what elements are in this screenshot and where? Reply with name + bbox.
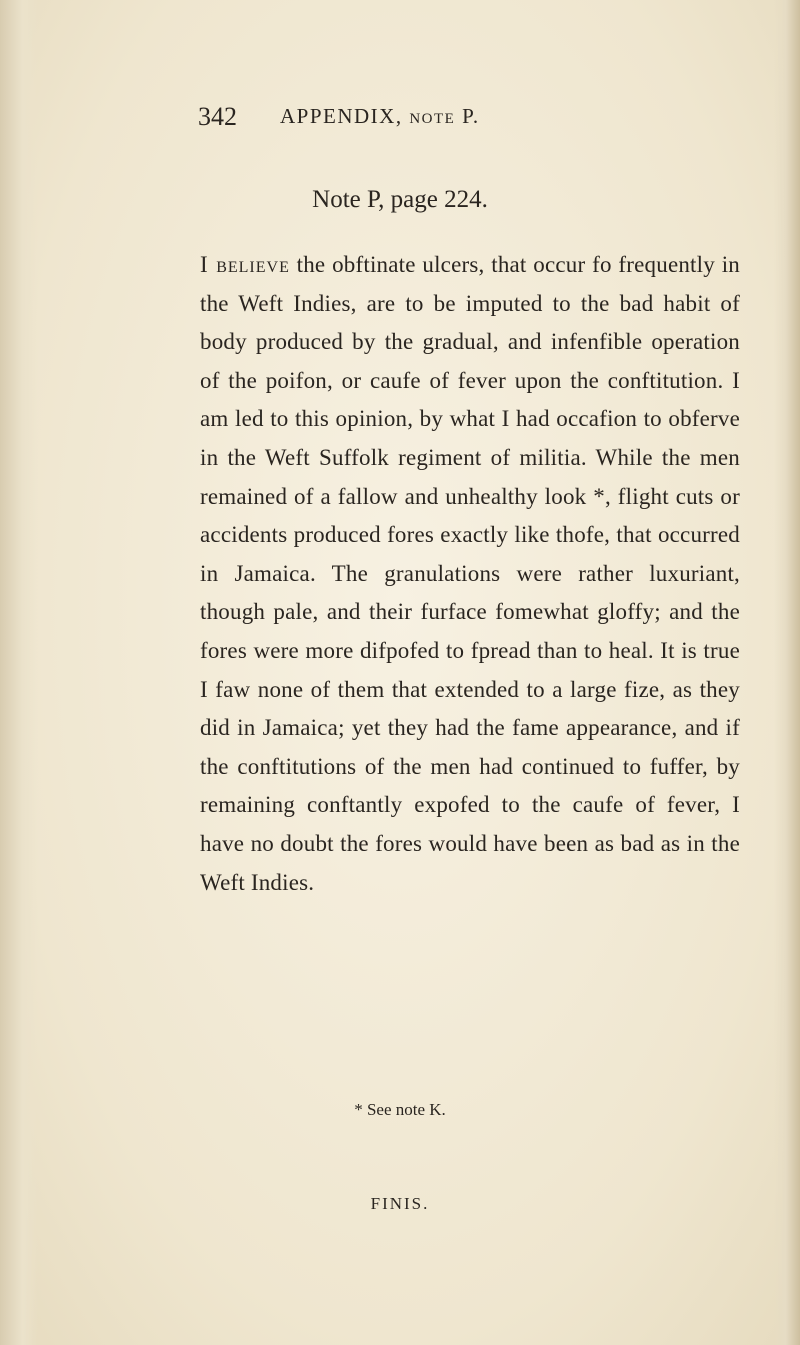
paragraph-opening: I believe <box>200 252 290 277</box>
running-head: APPENDIX, note P. <box>280 104 480 128</box>
paragraph-text: the obftinate ulcers, that occur fo frequently in the Weft Indies, are to be imputed to the bad habit of body produced by the gradual, and infenfible operation of the poifon, or caufe of fever upon the conftitution. I am led to this opinion, by what I had occafion to obferve in the Weft Suffolk regiment of militia. While the men remained of a fallow and unhealthy look *, flight cuts or accidents produced fores exactly like thofe, that occurred in Jamaica. The granulations were rather luxuriant, though pale, and their furface fomewhat gloffy; and the fores were more difpofed to fpread than to heal. It is true I faw none of them that extended to a large fize, as they did in Jamaica; yet they had the fame appearance, and if the conftitutions of the men had continued to fuffer, by remaining conftantly expofed to the caufe of fever, I have no doubt the fores would have been as bad as in the Weft Indies. <box>200 252 740 895</box>
finis: FINIS. <box>370 1194 430 1213</box>
footnote: * See note K. <box>354 1100 446 1119</box>
page-header <box>198 100 618 136</box>
body-text <box>200 246 740 902</box>
page-number: 342 <box>198 102 237 131</box>
paragraph <box>200 246 740 902</box>
note-heading: Note P, page 224. <box>312 186 488 213</box>
